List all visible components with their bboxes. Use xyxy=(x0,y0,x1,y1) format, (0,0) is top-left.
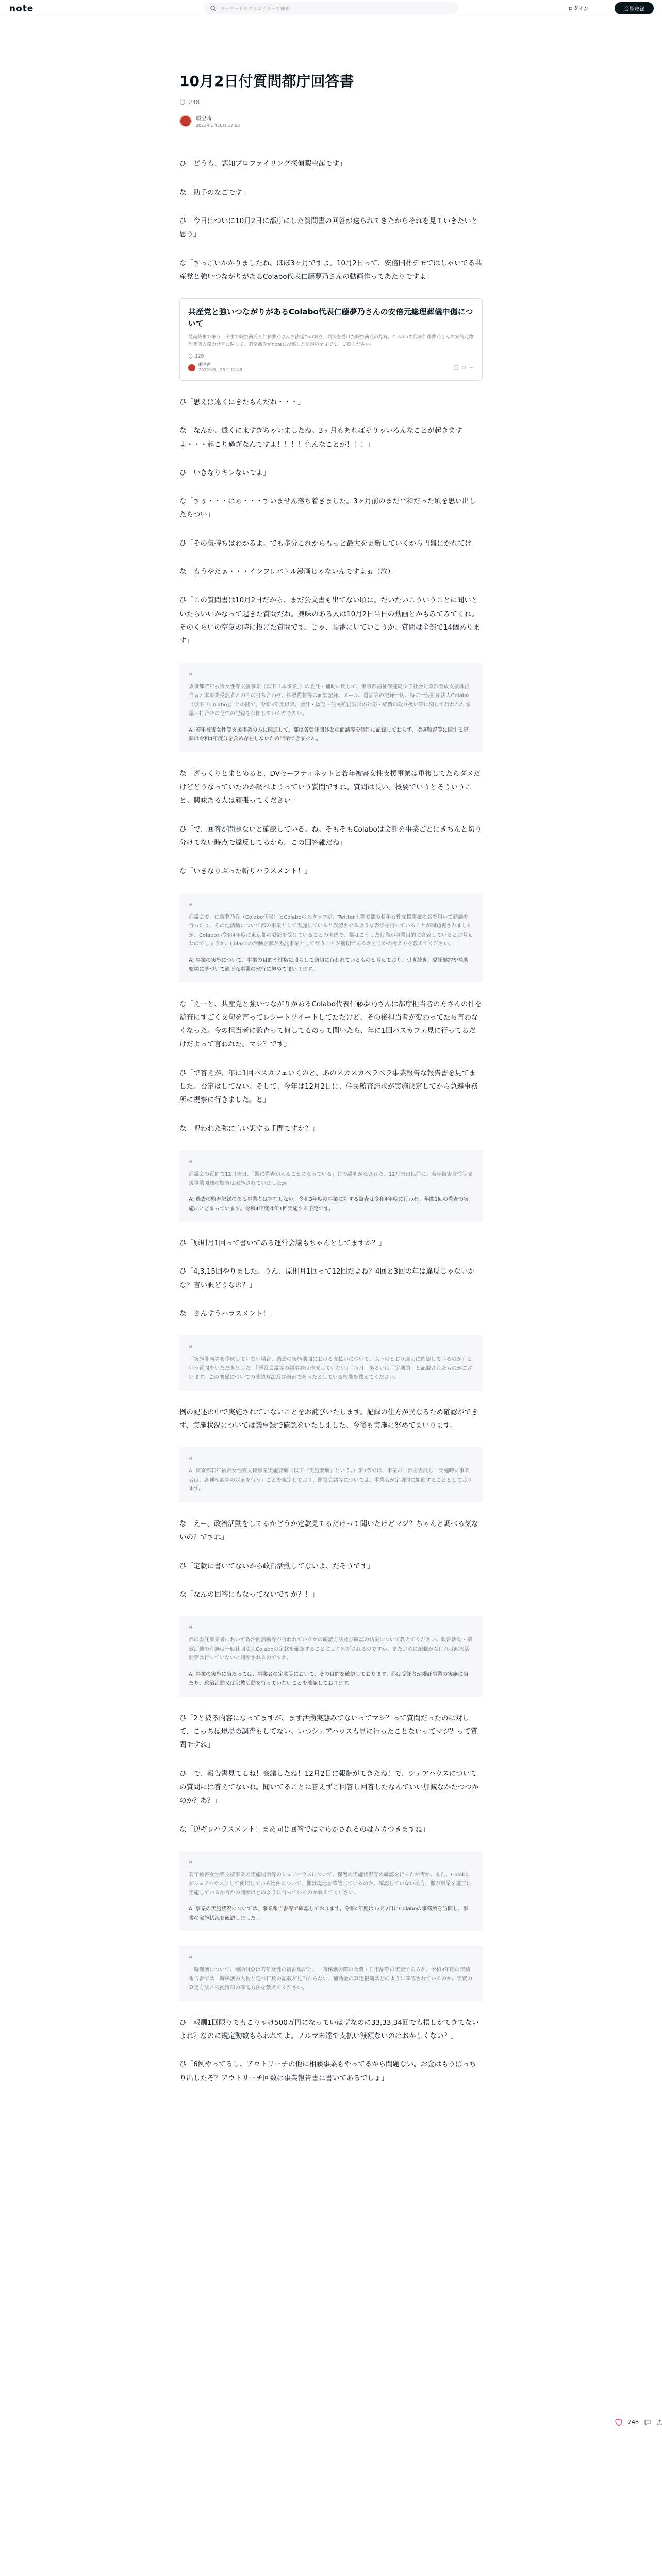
quote-text: 東京都若年被害女性等支援事業（以下「本事業」）の委託・補助に関して、東京都福祉保健局少子社会対策部育成支援課担当者と本事業受託者との間の打ち合わせ、指導監督等の面談記録、メール、電話等の記録一切。特に一般社団法人Colabo（以下「Colabo」）との間で、令和3年度以降、会計・監査・住民監査請求の対応・経費の取り扱い等に関して行われた協議・打合せの全ての記録を公開していただきたい。 xyxy=(189,684,470,717)
author-avatar[interactable] xyxy=(179,115,192,127)
paragraph: な「すぅ・・・はぁ・・・すいません落ち着きました。3ヶ月前のまだ平和だった頃を思い出したらつい」 xyxy=(179,497,476,519)
quote-answer: A: 事業の実施について、事業の目的や性格に照らして適切に行われているものと考えており、引き続き、委託契約や補助要綱に基づいて適正な事業の執行に努めてまいります。 xyxy=(189,957,469,973)
paragraph: ひ「で、報告書見てるね！会議したね！12月2日に報酬がてきたね！で、シェアハウスについての質問には答えてないね。聞いてることに答えずご回答し回答したなんていい加減なかたつつかのか？あ？」 xyxy=(179,1769,479,1805)
paragraph: な「呪われた弥に言い訳する手間ですか？」 xyxy=(179,1124,319,1133)
paragraph: ひ「この質問書は10月2日だから、まだ公文書も出てない頃に。だいたいこういうことに聞いといたらいいかなって起きた質問だね。興味のある人は10月2日当日の動画とかもみてみてくれ。そのくらいの空気の時に投げた質問です。じゃ、順番に見ていこうか。質問は全部で14個あります」 xyxy=(179,596,481,646)
article-title: 10月2日付質問都庁回答書 xyxy=(179,73,354,90)
quote-icon: ❝ xyxy=(189,902,193,910)
paragraph: な「逆ギレハラスメント！まあ同じ回答ではぐらかされるのはムカつきますね」 xyxy=(179,1825,429,1834)
quote-icon: ❝ xyxy=(189,1456,193,1465)
quote-icon: ❝ xyxy=(189,1159,193,1168)
paragraph: ひ「定款に書いてないから政治活動してないよ、だそうです」 xyxy=(179,1562,374,1570)
card-likes xyxy=(188,354,474,359)
comment-icon[interactable] xyxy=(644,2419,651,2426)
blockquote xyxy=(179,1851,483,1931)
float-like-count: 248 xyxy=(628,2419,639,2426)
paragraph: ひ「いきなりキレないでよ」 xyxy=(179,468,270,477)
paragraph: ひ「4,3,15回やりました。うん、原則月1回って12回だよね？4回と3回の年は違反じゃないかな？言い訳どうなの？」 xyxy=(179,1267,475,1290)
card-title[interactable]: 共産党と強いつながりがあるColabo代表仁藤夢乃さんの安倍元総理葬儀中傷について xyxy=(188,307,473,328)
quote-answer: A: 事業の実施状況については、事業報告書等で確認しております。令和4年度は12月2日にColaboの事務所を訪問し、事業の実施状況を確認しました。 xyxy=(189,1906,469,1921)
search-bar[interactable] xyxy=(204,2,458,14)
heart-icon xyxy=(179,99,186,105)
link-icon[interactable] xyxy=(461,365,466,370)
quote-answer: A: 若年被害女性等支援事業のみに関連して、都は各受託団体との面談等を個別に記録しておらず、指導監督等に関する記録は令和4年度分を含め存在しないため開示できません。 xyxy=(189,727,469,742)
paragraph: ひ「思えば遠くにきたもんだね・・・」 xyxy=(179,398,305,406)
quote-icon: ❝ xyxy=(189,671,193,680)
post-date: 2023年1月10日 17:08 xyxy=(196,123,240,128)
paragraph: な「えーと、共産党と強いつながりがあるColabo代表仁藤夢乃さんは都庁担当者の方さんの件を監査にすごく文句を言ってレシートツイートしてただけど、その後担当者が変わってたら言わなくなった。今の担当者に監査って何してるのって聞いたら、年に1回バスカフェ見に行ってるだけだよって言われた。マジ？です」 xyxy=(179,999,482,1049)
card-date: 2022年9月28日 12:48 xyxy=(198,367,243,372)
author-name[interactable]: 暇空茜 xyxy=(196,116,211,122)
quote-icon: ❝ xyxy=(189,1344,193,1353)
card-footer xyxy=(188,362,474,373)
card-like-count: 229 xyxy=(195,354,204,360)
article xyxy=(179,72,483,2100)
blockquote xyxy=(179,1150,483,1222)
paragraph: な「助手のなごです」 xyxy=(179,188,249,197)
paragraph: 例の記述の中で実施されていないことをお詫びいたします。記録の仕方が異なるため確認ができず、実施状況については議事録で確認をいたしました。今後も実施に努めてまいります。 xyxy=(179,1408,478,1430)
article-body xyxy=(179,157,483,2085)
bookmark-icon[interactable] xyxy=(454,365,458,370)
paragraph: な「えー、政治活動をしてるかどうか定款見てるだけって聞いたけどマジ？ちゃんと調べる気ないの？ですね」 xyxy=(179,1519,478,1542)
like-count: 248 xyxy=(189,99,200,106)
paragraph: ひ「6例やってるし、アウトリーチの他に相談事業もやってるから問題ない。お金はもうばっちり出したぞ？アウトリーチ回数は事業報告書に書いてあるでしょ」 xyxy=(179,2060,476,2082)
paragraph: な「さんすうハラスメント！」 xyxy=(179,1309,277,1318)
paragraph: な「なんか、遠くに来すぎちゃいましたね。3ヶ月もあればそりゃいろんなことが起きますよ・・・起こり過ぎなんですよ！！！！色んなことが！！！」 xyxy=(179,427,462,449)
paragraph: ひ「で、回答が問題ないと確認している。ね。そもそもColaboは会計を事業ごとにきちんと切り分けてない時点で違反してるから。この回答雑だね」 xyxy=(179,825,482,847)
paragraph: ひ「で答えが、年に1回バスカフェいくのと、あのスカスカペラペラ事業報告な報告書を見てました。否定はしてない。そして、今年は12月2日に、住民監査請求が実施決定してから急遽事務所に視察に行きました。と」 xyxy=(179,1069,478,1105)
paragraph: な「いきなりぶった斬りハラスメント！」 xyxy=(179,867,312,876)
blockquote xyxy=(179,893,483,982)
heart-icon xyxy=(188,354,193,359)
heart-icon[interactable] xyxy=(615,2418,623,2426)
quote-text: A: 東京都若年被害女性等支援事業実施要綱（以下「実施要綱」という。）第3条では、事業の一部を委託し「実施時に事業者は、各種相談等の対応を行う」ことを規定しており、運営会議等については、事業者が定期的に開催することとしております。 xyxy=(189,1468,472,1493)
card-description: 最高裁まで争う、民事で暇空茜氏と仁藤夢乃さんの法廷での対立、判決を受けた暇空茜氏の見解。Colaboの代表仁藤夢乃さんの安倍元総理葬儀の際の発言に関して、暇空茜氏がnoteに投稿した記事の全文です。ご覧ください。 xyxy=(188,335,474,348)
paragraph: ひ「どうも、認知プロファイリング探偵暇空茜です」 xyxy=(179,160,346,168)
blockquote xyxy=(179,663,483,752)
paragraph: ひ「2と被る内容になってますが、まず活動実態みてないってマジ？って質問だったのに対して、こっちは現場の調査もしてない。いつシェアハウスも見に行ったことないってマジ？って質問ですね」 xyxy=(179,1714,478,1750)
paragraph: ひ「その気持ちはわかるよ。でも多分これからもっと最大を更新していくから円盤にかれてけ」 xyxy=(179,539,479,548)
quote-text: 「実施計画等を作成していない場合、過去の実施期間における支払いについて、以下のとおり適切に確認しているのか」という質問をいただきました。「運営会議等の議事録は作成していない」「毎月」あるいは「定期的」と記載されたものがございます。この関係についての確認方法及び適正であったとしている根拠を教えてください。 xyxy=(189,1357,472,1381)
paragraph: ひ「報酬1回限りでもこりゃけ500万円になっていはずなのに33,33,34回でも損しかてきてないよね？なのに規定動数もらわれてよ。ノルマ未達で支払い減額ないのはおかしくない？」 xyxy=(179,2018,479,2041)
blockquote xyxy=(179,1616,483,1697)
quote-text: 都議会の質問で12月末日、「既に監査が入ることになっている」旨の説明がなされた。12月末日以前に、若年被害女性等支援事業関連の監査は実施されていましたか。 xyxy=(189,1172,473,1187)
author-block[interactable] xyxy=(179,114,483,128)
blockquote xyxy=(179,1946,483,2001)
embedded-article-card[interactable] xyxy=(179,298,483,381)
share-icon[interactable] xyxy=(656,2419,662,2426)
floating-actions xyxy=(615,2418,662,2426)
paragraph: な「なんの回答にもなってないですが？！」 xyxy=(179,1590,319,1599)
paragraph: ひ「原則月1回って書いてある運営会議もちゃんとしてますか？」 xyxy=(179,1239,386,1248)
card-author-avatar[interactable] xyxy=(188,364,195,371)
login-link[interactable]: ログイン xyxy=(568,6,589,12)
paragraph: な「もうやだぁ・・・インフレバトル漫画じゃないんですよぉ（泣）」 xyxy=(179,568,398,577)
quote-icon: ❝ xyxy=(189,1955,193,1963)
blockquote xyxy=(179,1335,483,1391)
paragraph: ひ「今日はついに10月2日に都庁にした質問書の回答が送られてきたからそれを見ていきたいと思う」 xyxy=(179,217,478,239)
note-logo[interactable]: note xyxy=(9,4,34,14)
quote-text: 一時保護について、補助対象は若年女性の宿泊場所と、一時保護の際の食費・日用品等の実費であるが、令和3年度の実績報告書では一時保護の人数と延べ日数の記載が見当たらない。補助金の算定根拠はどのように確認されているのか。実費の算定方法と根拠資料の確認方法を教えてください。 xyxy=(189,1967,472,1991)
quote-answer: A: 過去の監査記録のある事業者は存在しない。令和3年度の事業に対する監査は令和4年度に行われ、年間1回の監査の実施にとどまっています。令和4年度は年1回実施する予定です。 xyxy=(189,1197,469,1212)
quote-text: 都の委託事業者において政治的活動等が行われているかの確認方法及び確認の結果について教えてください。政治活動・宗教活動の有無は一般社団法人Colaboの定款を確認することにより判断されるのですか。また定款に記載がなければ政治活動等は行っていないと判断されるのですか。 xyxy=(189,1637,472,1662)
signup-button[interactable]: 会員登録 xyxy=(615,2,654,14)
search-icon xyxy=(210,6,216,11)
paragraph: な「すっごいかかりましたね、ほぼ3ヶ月ですよ。10月2日って、安倍国葬デモではしゃいでる共産党と強いつながりがあるColabo代表仁藤夢乃さんの動画作ってあたりですよ」 xyxy=(179,259,482,281)
like-summary[interactable] xyxy=(179,99,483,106)
card-author[interactable]: 暇空茜 xyxy=(198,362,211,367)
paragraph: な「ざっくりとまとめると、DVセーフティネットと若年被害女性支援事業は重複してたらダメだけどどうなっていたのか調べようっていう質問ですね。質問は長い。概要でいうとそういうこと。興味ある人は頑張ってください」 xyxy=(179,769,481,805)
quote-icon: ❝ xyxy=(189,1625,193,1634)
search-placeholder: キーワードやクリエイターで検索 xyxy=(220,6,290,12)
quote-text: 都議会で、仁藤夢乃氏（Colabo代表）とColaboのスタッフが、Twitter上等で都の若年女性支援事業の名を用いて勧誘を行ったり、その他活動について都の事業として実施していると誤認させるような表示を行っていることが問題視されましたが、Colaboが令和4年度に東京都の委託を受けていることの関係で、都はこうした行為が事業目的に合致しているとお考えなのでしょうか。Colaboの活動を都が委託事業として行うことが適切であるかどうかの考え方を教えてください。 xyxy=(189,914,473,947)
quote-answer: A: 事業の実施に当たっては、事業者の定款等において、その目的を確認しております。都は受託者が委託事業の実施に当たり、政治活動又は宗教活動を行っていないことを確認しております。 xyxy=(189,1671,469,1687)
quote-text: 若年被害女性等支援事業の実施場所等のシェアハウスについて、保護の実施状況等の確認を行ったか否か。また、Colaboがシェアハウスとして使用している物件について、都は現地を確認しているのか。確認していない場合、都が事業を適正に実施しているか否かの判断はどのように行っているのか教えてください。 xyxy=(189,1872,472,1896)
site-header xyxy=(0,0,662,16)
blockquote xyxy=(179,1447,483,1502)
quote-icon: ❝ xyxy=(189,1859,193,1868)
more-icon[interactable] xyxy=(469,365,474,370)
